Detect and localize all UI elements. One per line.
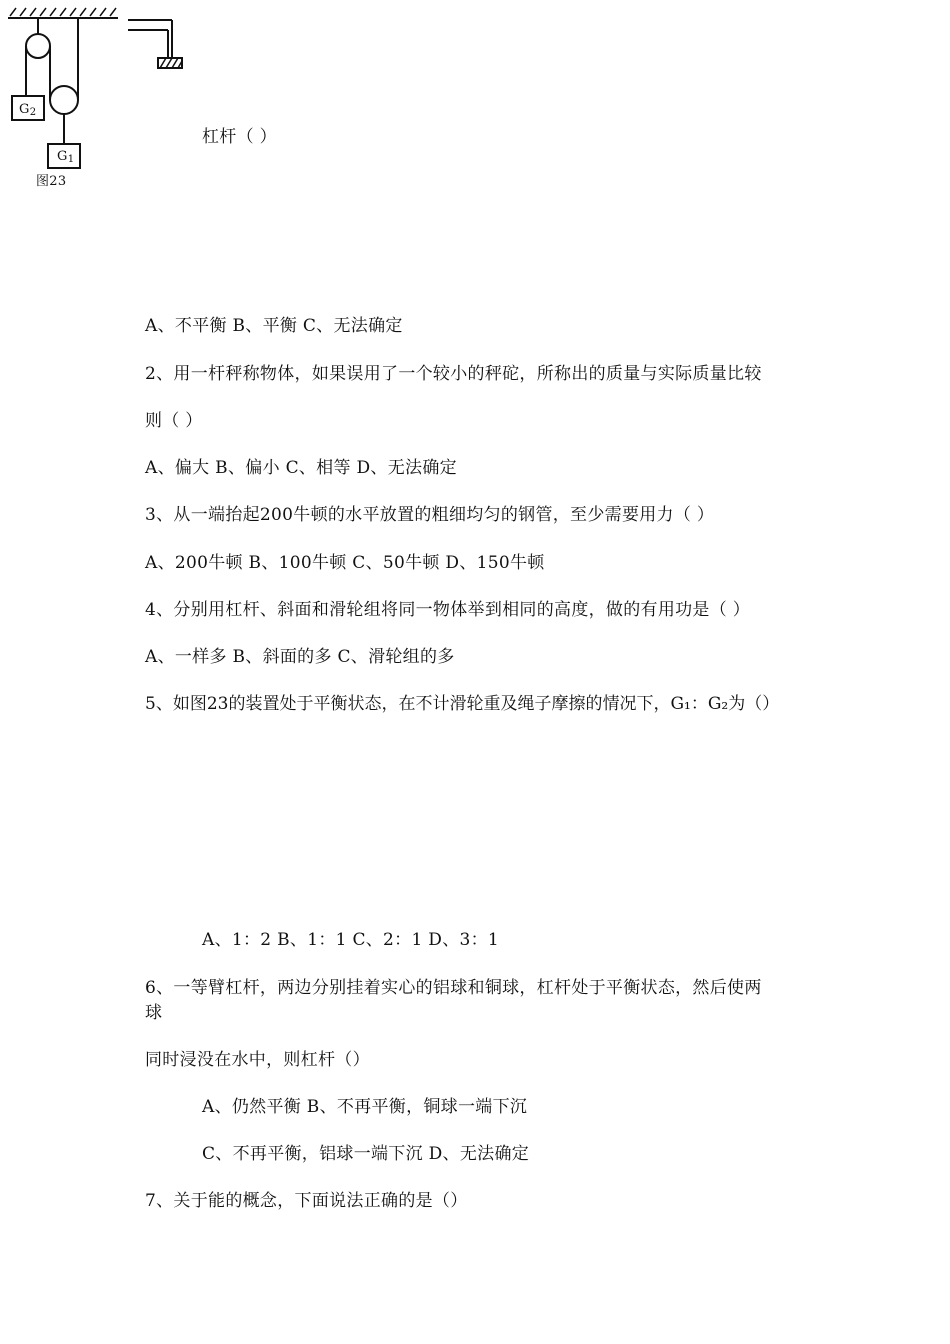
q6-text-cont2: 同时浸没在水中，则杠杆（） [145, 1050, 370, 1070]
figure-caption: 图23 [36, 174, 67, 189]
ceiling-hatch [10, 8, 116, 16]
q6-options-a: A、仍然平衡 B、不再平衡，铜球一端下沉 [202, 1097, 528, 1117]
q5-text: 5、如图23的装置处于平衡状态，在不计滑轮重及绳子摩擦的情况下，G₁：G₂为（） [145, 694, 780, 714]
q3-options: A、200牛顿 B、100牛顿 C、50牛顿 D、150牛顿 [145, 553, 545, 573]
q5-options: A、1：2 B、1：1 C、2：1 D、3：1 [202, 930, 500, 950]
q2-text-cont: 则（ ） [145, 411, 203, 431]
g1-label [57, 149, 74, 168]
g2-letter: G [19, 102, 30, 117]
g1-letter: G [57, 149, 68, 164]
g2-label [19, 102, 36, 121]
q7-text: 7、关于能的概念，下面说法正确的是（） [145, 1191, 468, 1211]
q1-stem-tail: 杠杆（ ） [202, 127, 277, 147]
q3-text: 3、从一端抬起200牛顿的水平放置的粗细均匀的钢管，至少需要用力（ ） [145, 505, 715, 525]
pulley-diagram [0, 0, 200, 200]
movable-pulley [50, 86, 78, 114]
g2-subscript: 2 [29, 107, 37, 118]
q1-options: A、不平衡 B、平衡 C、无法确定 [145, 316, 403, 336]
q2-options: A、偏大 B、偏小 C、相等 D、无法确定 [145, 458, 457, 478]
q2-text: 2、用一杆秤称物体，如果误用了一个较小的秤砣，所称出的质量与实际质量比较 [145, 364, 762, 384]
q6-text: 6、一等臂杠杆，两边分别挂着实心的铝球和铜球，杠杆处于平衡状态，然后使两 [145, 978, 762, 998]
q4-options: A、一样多 B、斜面的多 C、滑轮组的多 [145, 647, 455, 667]
q6-options-b: C、不再平衡，铝球一端下沉 D、无法确定 [202, 1144, 530, 1164]
fixed-pulley [26, 34, 50, 58]
q4-text: 4、分别用杠杆、斜面和滑轮组将同一物体举到相同的高度，做的有用功是（ ） [145, 600, 751, 620]
g1-subscript: 1 [67, 154, 75, 165]
q6-text-cont: 球 [145, 1003, 163, 1023]
